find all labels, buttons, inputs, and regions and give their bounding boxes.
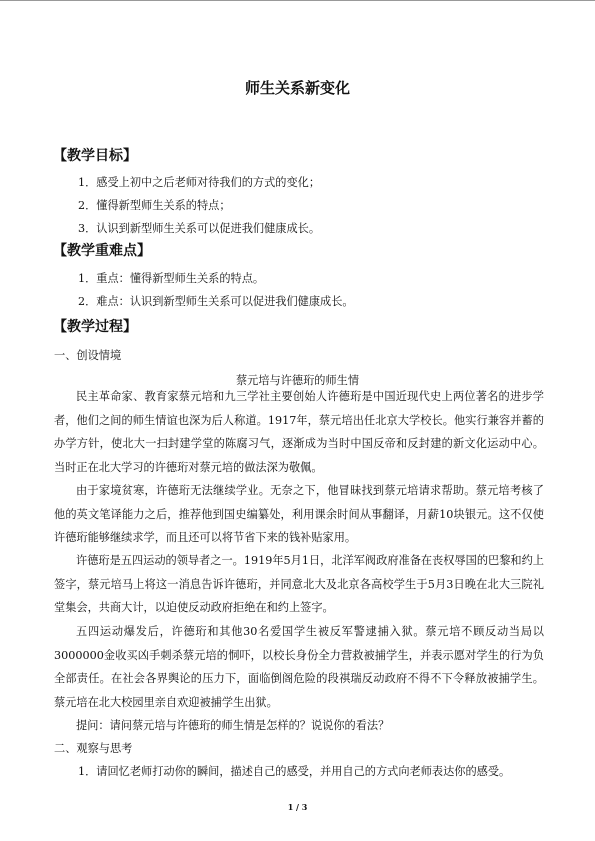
story-paragraph-3: 许德珩是五四运动的领导者之一。1919年5月1日，北洋军阀政府准备在丧权辱国的巴黎和约上签字，蔡元培马上将这一消息告诉许德珩，并同意北大及北京各高校学生于5月3日晚在北大三院礼堂集会，共商大计，以迫使反动政府拒绝在和约上签字。: [54, 554, 544, 614]
part1-heading: 一、创设情境: [54, 349, 122, 362]
story-title: 蔡元培与许德珩的师生情: [235, 374, 360, 387]
objective-item-2: 2．懂得新型师生关系的特点；: [78, 199, 231, 212]
process-heading: 【教学过程】: [53, 319, 137, 335]
objectives-heading: 【教学目标】: [53, 148, 137, 164]
page-title: 师生关系新变化: [244, 79, 350, 97]
keypoint-item-1: 1．重点：懂得新型师生关系的特点。: [78, 272, 265, 285]
keypoint-item-2: 2．难点：认识到新型师生关系可以促进我们健康成长。: [78, 295, 354, 308]
keypoints-heading: 【教学重难点】: [53, 243, 151, 259]
objective-item-1: 1．感受上初中之后老师对待我们的方式的变化；: [78, 176, 321, 189]
story-paragraph-1: 民主革命家、教育家蔡元培和九三学社主要创始人许德珩是中国近现代史上两位著名的进步学者，他们之间的师生情谊也深为后人称道。1917年，蔡元培出任北京大学校长。他实行兼容并蓄的办学方针，使北大一扫封建学堂的陈腐习气，逐渐成为当时中国反帝和反封建的新文化运动中心。当时正在北大学习的许德珩对蔡元培的做法深为敬佩。: [54, 390, 544, 474]
question-text: 提问：请问蔡元培与许德珩的师生情是怎样的？说说你的看法？: [76, 719, 390, 732]
page-number: 1 / 3: [287, 802, 308, 812]
part2-item-1: 1．请回忆老师打动你的瞬间，描述自己的感受，并用自己的方式向老师表达你的感受。: [78, 765, 511, 778]
top-rule: [0, 0, 595, 1]
objective-item-3: 3．认识到新型师生关系可以促进我们健康成长。: [78, 222, 321, 235]
story-paragraph-4: 五四运动爆发后，许德珩和其他30名爱国学生被反军警逮捕入狱。蔡元培不顾反动当局以3000000金收买凶手刺杀蔡元培的恫吓，以校长身份全力营救被捕学生，并表示愿对学生的行为负全部责任。在社会各界舆论的压力下，面临倒阁危险的段祺瑞反动政府不得不下令释放被捕学生。蔡元培在北大校园里亲自欢迎被捕学生出狱。: [54, 625, 544, 709]
part2-heading: 二、观察与思考: [54, 742, 133, 755]
story-paragraph-2: 由于家境贫寒，许德珩无法继续学业。无奈之下，他冒昧找到蔡元培请求帮助。蔡元培考核了他的英文笔译能力之后，推荐他到国史编纂处，利用课余时间从事翻译，月薪10块银元。这不仅使许德珩能够继续求学，而且还可以将节省下来的钱补贴家用。: [54, 484, 544, 544]
